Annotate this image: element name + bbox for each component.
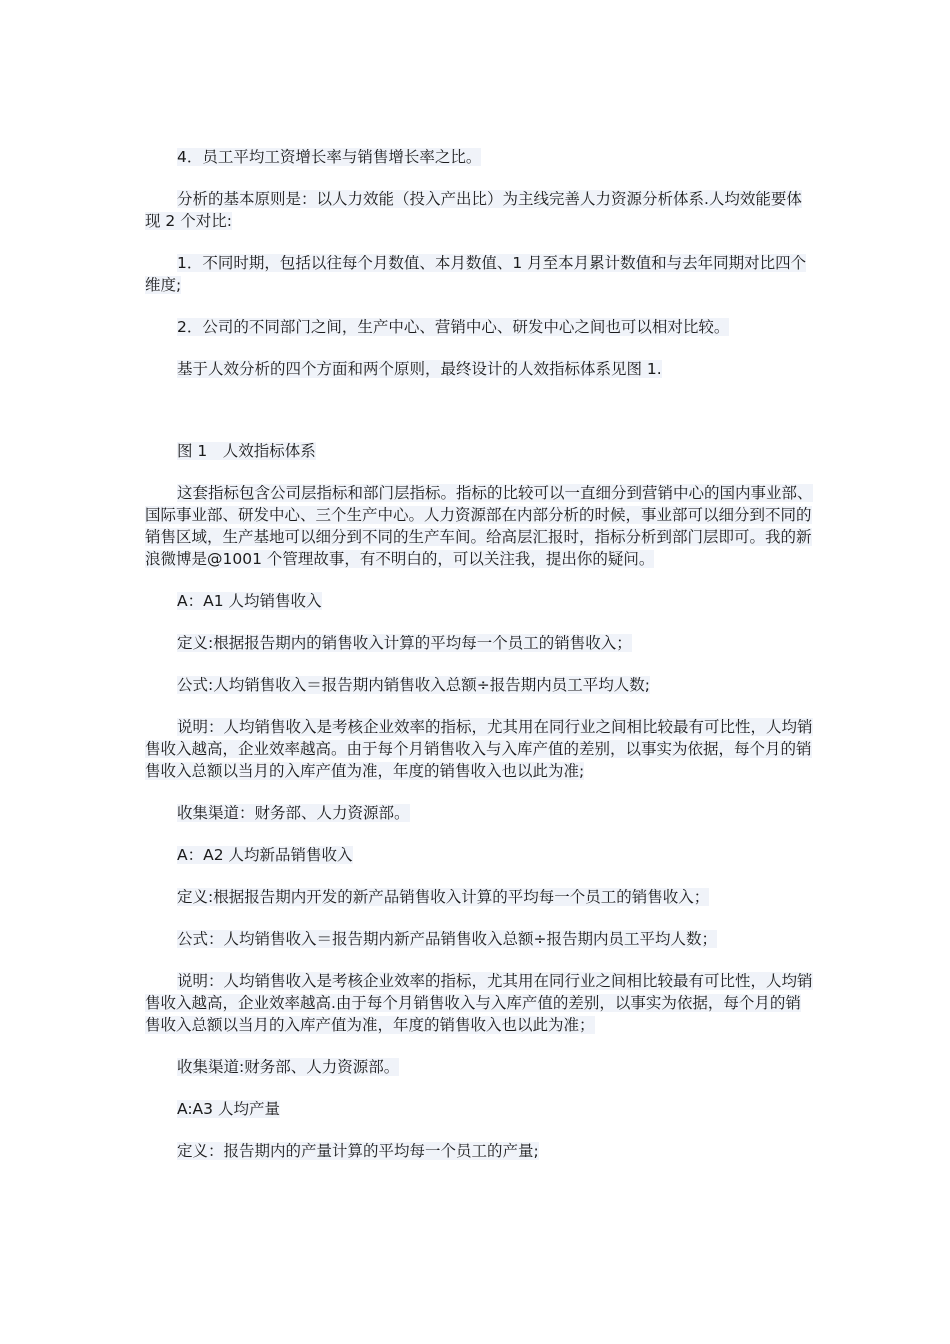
- figure-caption-text: 图 1 人效指标体系: [177, 442, 316, 460]
- paragraph-text: 收集渠道：财务部、人力资源部。: [177, 804, 410, 822]
- section-heading-text: A：A2 人均新品销售收入: [177, 846, 353, 864]
- paragraph: [145, 1056, 813, 1078]
- section-heading-text: A：A1 人均销售收入: [177, 592, 322, 610]
- paragraph: [145, 188, 813, 232]
- paragraph: [145, 482, 813, 570]
- paragraph: [145, 970, 813, 1036]
- section-heading: [145, 1098, 813, 1120]
- paragraph-text: 基于人效分析的四个方面和两个原则，最终设计的人效指标体系见图 1.: [177, 360, 662, 378]
- section-heading: [145, 590, 813, 612]
- paragraph: [145, 928, 813, 950]
- paragraph: [145, 146, 813, 168]
- paragraph-text: 分析的基本原则是：以人力效能（投入产出比）为主线完善人力资源分析体系.人均效能要体现 2 个对比:: [145, 190, 802, 230]
- paragraph-text: 这套指标包含公司层指标和部门层指标。指标的比较可以一直细分到营销中心的国内事业部、国际事业部、研发中心、三个生产中心。人力资源部在内部分析的时候，事业部可以细分到不同的销售区域，生产基地可以细分到不同的生产车间。给高层汇报时，指标分析到部门层即可。我的新浪微博是@1001 个管理故事，有不明白的，可以关注我，提出你的疑问。: [145, 484, 813, 568]
- section-heading: [145, 844, 813, 866]
- paragraph-text: 1．不同时期，包括以往每个月数值、本月数值、1 月至本月累计数值和与去年同期对比四个维度;: [145, 254, 807, 294]
- section-heading-text: A:A3 人均产量: [177, 1100, 280, 1118]
- paragraph-text: 说明：人均销售收入是考核企业效率的指标，尤其用在同行业之间相比较最有可比性，人均销售收入越高，企业效率越高。由于每个月销售收入与入库产值的差别，以事实为依据，每个月的销售收入总额以当月的入库产值为准，年度的销售收入也以此为准;: [145, 718, 813, 780]
- paragraph-text: 公式：人均销售收入＝报告期内新产品销售收入总额÷报告期内员工平均人数；: [177, 930, 717, 948]
- paragraph: [145, 1140, 813, 1162]
- paragraph-text: 收集渠道:财务部、人力资源部。: [177, 1058, 400, 1076]
- paragraph: [145, 252, 813, 296]
- document-page: [145, 146, 813, 1182]
- paragraph-text: 定义:根据报告期内的销售收入计算的平均每一个员工的销售收入；: [177, 634, 632, 652]
- paragraph: [145, 632, 813, 654]
- paragraph: [145, 674, 813, 696]
- paragraph-text: 定义:根据报告期内开发的新产品销售收入计算的平均每一个员工的销售收入；: [177, 888, 710, 906]
- paragraph: [145, 716, 813, 782]
- figure-caption: [145, 440, 813, 462]
- paragraph-text: 4．员工平均工资增长率与销售增长率之比。: [177, 148, 482, 166]
- paragraph-text: 公式:人均销售收入＝报告期内销售收入总额÷报告期内员工平均人数;: [177, 676, 650, 694]
- paragraph-text: 定义：报告期内的产量计算的平均每一个员工的产量;: [177, 1142, 539, 1160]
- paragraph: [145, 316, 813, 338]
- paragraph: [145, 802, 813, 824]
- paragraph: [145, 358, 813, 380]
- paragraph-text: 说明：人均销售收入是考核企业效率的指标，尤其用在同行业之间相比较最有可比性，人均销售收入越高，企业效率越高.由于每个月销售收入与入库产值的差别，以事实为依据，每个月的销售收入总额以当月的入库产值为准，年度的销售收入也以此为准；: [145, 972, 813, 1034]
- figure-placeholder: [145, 400, 813, 440]
- paragraph-text: 2．公司的不同部门之间，生产中心、营销中心、研发中心之间也可以相对比较。: [177, 318, 730, 336]
- paragraph: [145, 886, 813, 908]
